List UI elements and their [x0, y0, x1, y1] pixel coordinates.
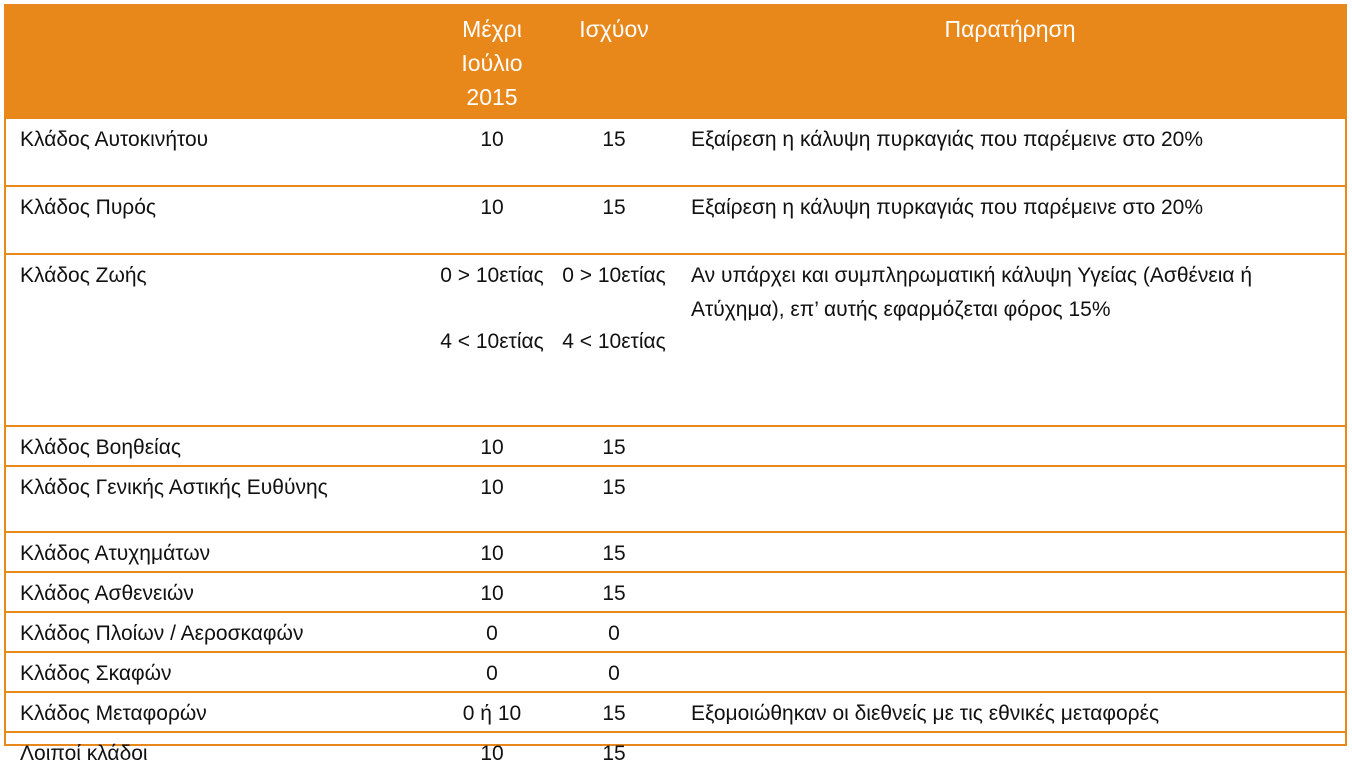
current-cell: 15 — [553, 466, 675, 532]
branch-cell: Κλάδος Μεταφορών — [6, 692, 431, 732]
table-row — [6, 612, 1345, 652]
branch-cell: Κλάδος Αυτοκινήτου — [6, 118, 431, 186]
before-cell: 10 — [431, 186, 553, 254]
table-row — [6, 466, 1345, 532]
note-cell — [675, 732, 1345, 771]
branch-cell: Κλάδος Γενικής Αστικής Ευθύνης — [6, 466, 431, 532]
header-before-july-2015: Μέχρι Ιούλιο 2015 — [461, 16, 523, 110]
branch-cell: Κλάδος Ζωής — [6, 254, 431, 426]
table-row — [6, 254, 1345, 426]
table-row — [6, 652, 1345, 692]
current-cell: 15 — [553, 532, 675, 572]
before-cell: 0 — [431, 612, 553, 652]
before-over-10-years: 4 < 10ετίας — [440, 330, 544, 353]
current-cell: 0 — [553, 612, 675, 652]
tax-rates-table-frame — [4, 4, 1347, 765]
current-cell: 15 — [553, 692, 675, 732]
header-note: Παρατήρηση — [944, 16, 1076, 42]
branch-cell: Κλάδος Ασθενειών — [6, 572, 431, 612]
table-row — [6, 572, 1345, 612]
header-current: Ισχύον — [579, 16, 649, 42]
table-row — [6, 532, 1345, 572]
note-cell — [675, 532, 1345, 572]
table-row — [6, 426, 1345, 466]
table-header-row — [6, 6, 1345, 118]
branch-cell: Λοιποί κλάδοι — [6, 732, 431, 771]
note-cell: Εξαίρεση η κάλυψη πυρκαγιάς που παρέμεινε στο 20% — [675, 118, 1345, 186]
note-cell: Εξομοιώθηκαν οι διεθνείς με τις εθνικές μεταφορές — [675, 692, 1345, 732]
before-cell: 10 — [431, 118, 553, 186]
current-under-10-years: 0 > 10ετίας — [562, 264, 666, 287]
before-cell: 0 — [431, 652, 553, 692]
current-cell: 15 — [553, 572, 675, 612]
branch-cell: Κλάδος Ατυχημάτων — [6, 532, 431, 572]
note-cell — [675, 426, 1345, 466]
branch-cell: Κλάδος Πλοίων / Αεροσκαφών — [6, 612, 431, 652]
header-branch — [6, 6, 431, 118]
current-cell: 15 — [553, 186, 675, 254]
note-cell: Εξαίρεση η κάλυψη πυρκαγιάς που παρέμεινε στο 20% — [675, 186, 1345, 254]
current-cell — [553, 254, 675, 426]
note-cell — [675, 652, 1345, 692]
note-cell — [675, 612, 1345, 652]
before-cell: 10 — [431, 532, 553, 572]
current-over-10-years: 4 < 10ετίας — [562, 330, 666, 353]
table-row — [6, 118, 1345, 186]
note-cell — [675, 466, 1345, 532]
table-row — [6, 732, 1345, 771]
table-row — [6, 186, 1345, 254]
current-cell: 15 — [553, 118, 675, 186]
branch-cell: Κλάδος Σκαφών — [6, 652, 431, 692]
note-cell — [675, 572, 1345, 612]
current-cell: 15 — [553, 426, 675, 466]
current-cell: 15 — [553, 732, 675, 771]
table-row — [6, 692, 1345, 732]
tax-rates-table — [6, 6, 1345, 771]
branch-cell: Κλάδος Πυρός — [6, 186, 431, 254]
before-cell: 10 — [431, 572, 553, 612]
before-cell — [431, 254, 553, 426]
before-under-10-years: 0 > 10ετίας — [440, 264, 544, 287]
branch-cell: Κλάδος Βοηθείας — [6, 426, 431, 466]
before-cell: 10 — [431, 466, 553, 532]
before-cell: 0 ή 10 — [431, 692, 553, 732]
note-cell: Αν υπάρχει και συμπληρωματική κάλυψη Υγείας (Ασθένεια ή Ατύχημα), επ’ αυτής εφαρμόζεται φόρος 15% — [675, 254, 1345, 426]
before-cell: 10 — [431, 732, 553, 771]
current-cell: 0 — [553, 652, 675, 692]
before-cell: 10 — [431, 426, 553, 466]
